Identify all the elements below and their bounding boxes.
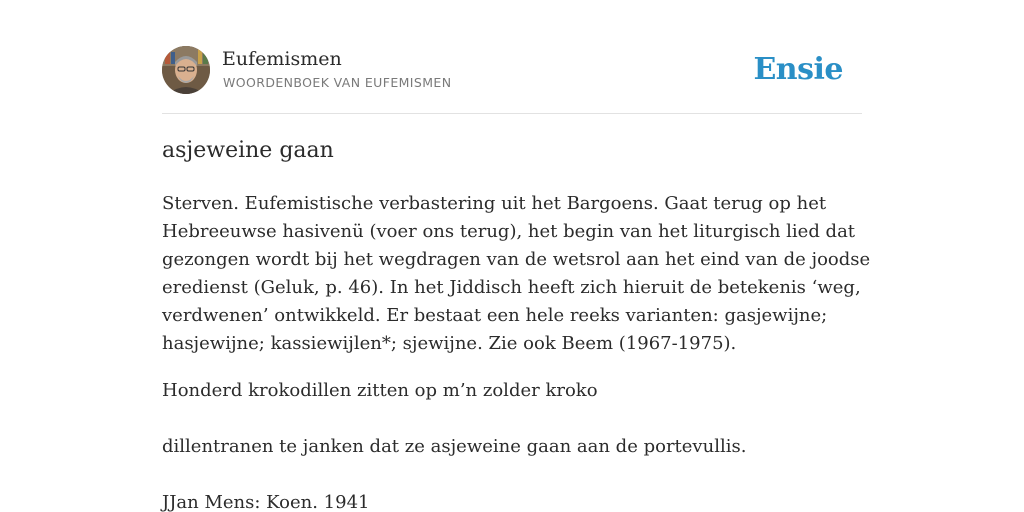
header-divider [162,113,862,114]
entry-title: asjeweine gaan [162,138,334,163]
site-name-link[interactable]: Eufemismen [222,48,342,70]
quote-line: dillentranen te janken dat ze asjeweine gaan aan de portevullis. [162,436,747,457]
definition-line: Hebreeuwse hasivenü (voer ons terug), het begin van het liturgisch lied dat [162,221,856,242]
author-avatar-icon[interactable] [162,46,210,94]
definition-line: gezongen wordt bij het wegdragen van de wetsrol aan het eind van de joodse [162,249,871,270]
site-header [162,46,862,96]
site-subtitle: WOORDENBOEK VAN EUFEMISMEN [223,75,452,90]
quote-line: Honderd krokodillen zitten op m’n zolder kroko [162,380,598,401]
quote-source: JJan Mens: Koen. 1941 [162,492,370,512]
brand-logo[interactable]: Ensie [753,52,843,87]
entry-definition [162,190,871,358]
definition-line: Sterven. Eufemistische verbastering uit het Bargoens. Gaat terug op het [162,193,827,214]
definition-line: eredienst (Geluk, p. 46). In het Jiddisch heeft zich hieruit de betekenis ‘weg, [162,277,861,298]
definition-line: hasjewijne; kassiewijlen*; sjewijne. Zie ook Beem (1967-1975). [162,333,737,354]
definition-line: verdwenen’ ontwikkeld. Er bestaat een hele reeks varianten: gasjewijne; [162,305,828,326]
